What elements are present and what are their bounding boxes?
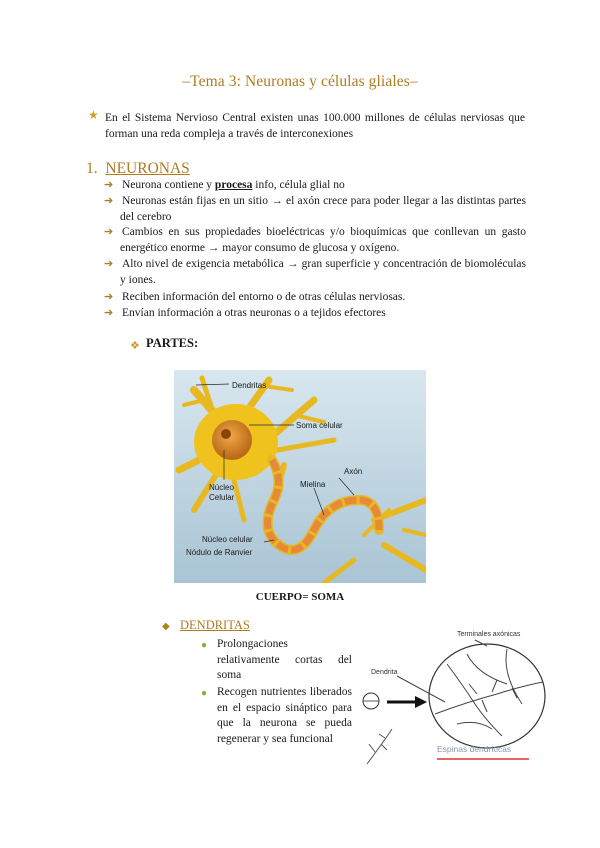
label-dendritas: Dendritas — [232, 381, 267, 390]
bullet-text: Prolongaciones relativamente cortas del soma — [217, 638, 352, 681]
dendritas-heading: DENDRITAS — [180, 618, 250, 632]
bullet-text: Alto nivel de exigencia metabólica → gran superficie y concentración de biomoléculas y iones. — [120, 258, 526, 286]
dendrite-sketch — [357, 624, 557, 772]
label-axon: Axón — [344, 467, 363, 476]
arrow-icon: ➔ — [104, 179, 114, 191]
diamond-bullet-icon: ◆ — [162, 621, 170, 632]
label-mielina: Mielina — [300, 480, 326, 489]
star-icon: ★ — [88, 108, 99, 122]
list-item — [104, 194, 526, 225]
intro-text: En el Sistema Nervioso Central existen unas 100.000 millones de células nerviosas que forman una reda compleja a través de interconexiones — [105, 112, 525, 140]
arrow-icon: ➔ — [104, 226, 114, 238]
partes-heading: PARTES: — [146, 336, 199, 350]
section-title: NEURONAS — [105, 160, 190, 177]
list-item — [201, 637, 352, 684]
label-celular: Celular — [209, 493, 235, 502]
list-item — [201, 685, 352, 747]
bullet-text: Neurona contiene y — [122, 179, 215, 191]
label-espinas: Espinas dendríticas — [437, 744, 512, 754]
bullet-bold: procesa — [214, 179, 253, 191]
arrow-icon: ➔ — [104, 307, 114, 319]
section-heading — [86, 160, 190, 178]
label-nucleo: Núcleo — [209, 483, 234, 492]
arrow-icon: ➔ — [104, 195, 114, 207]
label-nucleo-celular: Núcleo celular — [202, 535, 253, 544]
arrow-icon: ➔ — [104, 291, 114, 303]
label-dendrita: Dendrita — [371, 669, 398, 676]
bullet-text: Envían información a otras neuronas o a tejidos efectores — [122, 307, 386, 319]
neuron-illustration — [174, 370, 426, 583]
bullet-text: info, célula glial no — [252, 179, 345, 191]
bullet-dot-icon: ● — [201, 688, 208, 699]
bullet-text: Reciben información del entorno o de otras células nerviosas. — [122, 291, 406, 303]
figure-caption: CUERPO= SOMA — [255, 591, 345, 603]
section-number: 1. — [86, 160, 98, 177]
page-title: –Tema 3: Neuronas y células gliales– — [182, 73, 418, 90]
label-terminales: Terminales axónicas — [457, 631, 521, 638]
arrow-icon: ➔ — [104, 258, 114, 270]
list-item — [104, 178, 526, 194]
bullet-text: Cambios en sus propiedades bioeléctricas y/o bioquímicas que conllevan un gasto energético enorme → mayor consumo de glucosa y oxígeno. — [120, 226, 526, 254]
list-item — [104, 257, 526, 288]
bullet-dot-icon: ● — [201, 640, 208, 651]
diamond-bullet-icon: ❖ — [130, 340, 140, 352]
label-soma: Soma celular — [296, 421, 343, 430]
list-item — [104, 306, 526, 322]
label-ranvier: Nódulo de Ranvier — [186, 548, 253, 557]
list-item — [104, 290, 526, 306]
bullet-text: Neuronas están fijas en un sitio → el axón crece para poder llegar a las distintas partes del cerebro — [120, 195, 526, 223]
bullet-text: Recogen nutrientes liberados en el espacio sináptico para que la neurona se pueda regenerar y sea funcional — [217, 686, 352, 745]
list-item — [104, 225, 526, 256]
